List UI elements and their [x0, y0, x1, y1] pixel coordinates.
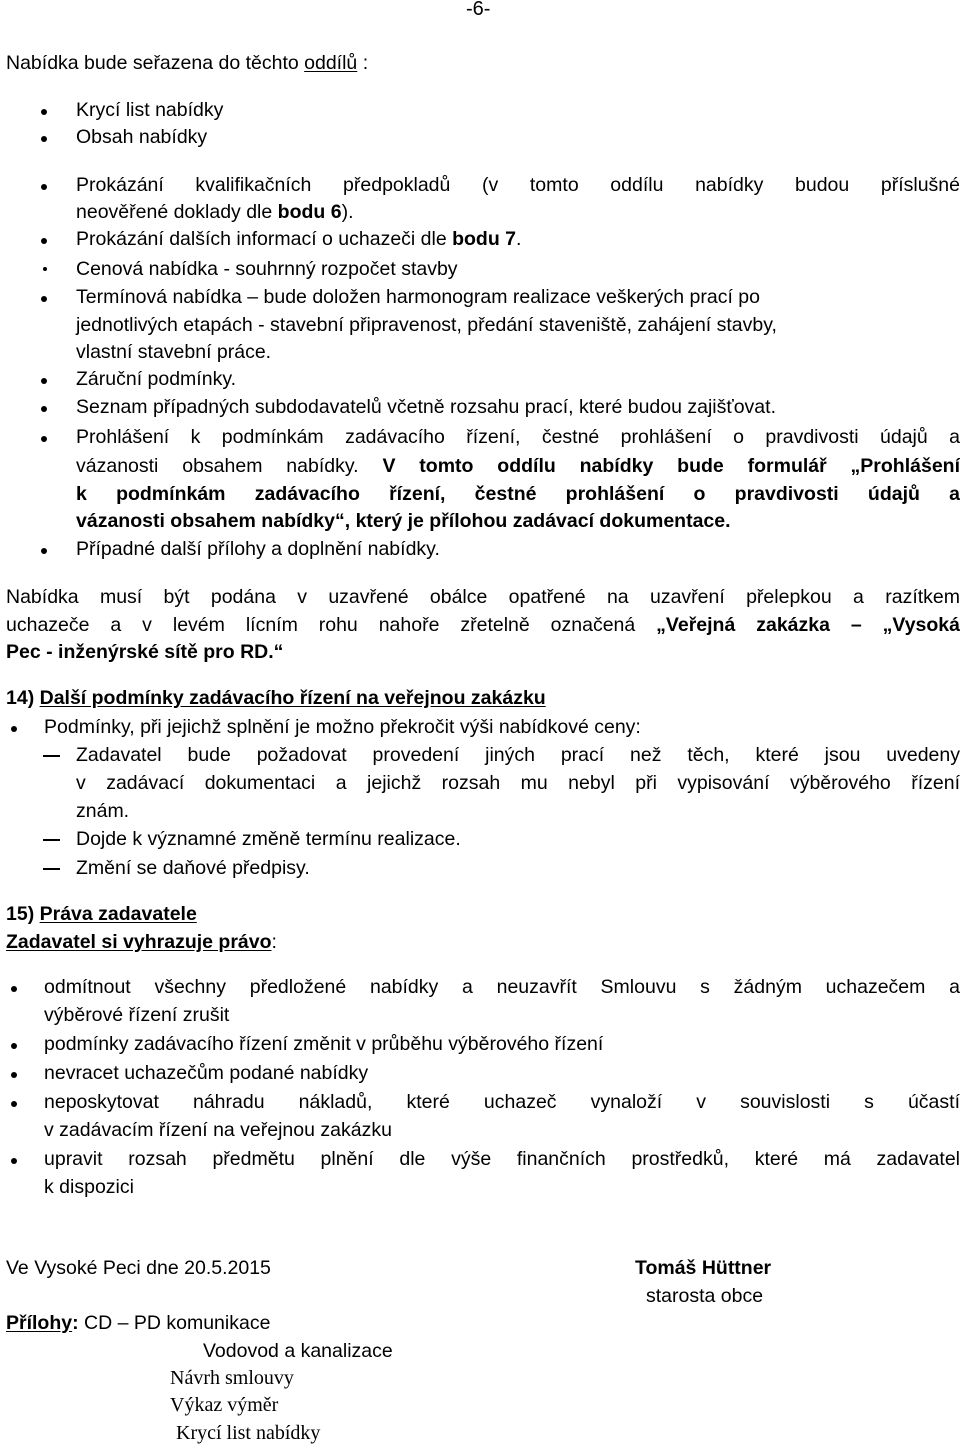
bullet [41, 296, 47, 302]
list-item-continuation: vázanosti obsahem nabídky“, který je přílohou zadávací dokumentace. [76, 510, 731, 532]
signer-role: starosta obce [646, 1285, 764, 1307]
list-item: Seznam případných subdodavatelů včetně rozsahu prací, které budou zajišťovat. [76, 396, 776, 418]
list-item-continuation: v zadávacím řízení na veřejnou zakázku [44, 1119, 392, 1141]
list-item: Prokázání kvalifikačních předpokladů (v tomto oddílu nabídky budou příslušné [76, 174, 960, 196]
list-item: Termínová nabídka – bude doložen harmonogram realizace veškerých prací po [76, 286, 760, 308]
attachment-item: Vodovod a kanalizace [203, 1340, 393, 1362]
bullet [41, 436, 47, 442]
paragraph-line: Nabídka musí být podána v uzavřené obálce opatřené na uzavření přelepkou a razítkem [6, 586, 960, 608]
list-item: Dojde k významné změně termínu realizace. [76, 828, 461, 850]
list-item-continuation: k dispozici [44, 1176, 134, 1198]
attachment-item: Výkaz výměr [170, 1394, 279, 1416]
place-and-date: Ve Vysoké Peci dne 20.5.2015 [6, 1257, 271, 1279]
list-item: Změní se daňové předpisy. [76, 857, 310, 879]
bullet [41, 406, 47, 412]
bullet [11, 1101, 17, 1107]
list-item: Obsah nabídky [76, 126, 208, 148]
list-item: upravit rozsah předmětu plnění dle výše finančních prostředků, které má zadavatel [44, 1148, 960, 1170]
list-item-continuation: k podmínkám zadávacího řízení, čestné prohlášení o pravdivosti údajů a [76, 483, 960, 505]
list-item-continuation: výběrové řízení zrušit [44, 1004, 230, 1026]
list-item: odmítnout všechny předložené nabídky a neuzavřít Smlouvu s žádným uchazečem a [44, 976, 960, 998]
sections-intro: Nabídka bude seřazena do těchto oddílů : [6, 52, 369, 74]
paragraph-line: Pec - inženýrské sítě pro RD.“ [6, 641, 284, 663]
dash-marker [43, 868, 60, 870]
list-item-continuation: neověřené doklady dle bodu 6). [76, 201, 354, 223]
list-item: neposkytovat náhradu nákladů, které uchazeč vynaloží v souvislosti s účastí [44, 1091, 960, 1113]
list-item: Záruční podmínky. [76, 368, 237, 390]
list-item-continuation: znám. [76, 800, 130, 822]
list-item: Cenová nabídka - souhrnný rozpočet stavby [76, 258, 458, 280]
list-item: Krycí list nabídky [76, 99, 224, 121]
bullet [11, 726, 17, 732]
list-item: Případné další přílohy a doplnění nabídky. [76, 538, 440, 560]
bullet [11, 1043, 17, 1049]
bullet [41, 238, 47, 244]
section-15-heading: 15) Práva zadavatele [6, 903, 197, 925]
list-item-continuation: jednotlivých etapách - stavební připravenost, předání staveniště, zahájení stavby, [76, 314, 777, 336]
list-item-continuation: v zadávací dokumentaci a jejichž rozsah mu nebyl při vypisování výběrového řízení [76, 772, 960, 794]
list-item: Prohlášení k podmínkám zadávacího řízení, čestné prohlášení o pravdivosti údajů a [76, 426, 960, 448]
bullet [11, 1072, 17, 1078]
signer-name: Tomáš Hüttner [635, 1257, 772, 1279]
attachment-item: Krycí list nabídky [176, 1422, 321, 1444]
bullet [11, 986, 17, 992]
bullet [43, 267, 47, 271]
dash-marker [43, 755, 60, 757]
bullet [41, 548, 47, 554]
list-item-continuation: vlastní stavební práce. [76, 341, 272, 363]
bullet [41, 136, 47, 142]
list-item: Podmínky, při jejichž splnění je možno překročit výši nabídkové ceny: [44, 716, 641, 738]
section-14-heading: 14) Další podmínky zadávacího řízení na veřejnou zakázku [6, 687, 546, 709]
bullet [11, 1158, 17, 1164]
paragraph-line: uchazeče a v levém lícním rohu nahoře zřetelně označená „Veřejná zakázka – „Vysoká [6, 614, 960, 636]
bullet [41, 378, 47, 384]
list-item-continuation: vázanosti obsahem nabídky. V tomto oddílu nabídky bude formulář „Prohlášení [76, 455, 960, 477]
section-15-subheading: Zadavatel si vyhrazuje právo: [6, 931, 277, 953]
attachments-line: Přílohy: CD – PD komunikace [6, 1312, 271, 1334]
bullet [41, 109, 47, 115]
dash-marker [43, 839, 60, 841]
list-item: Prokázání dalších informací o uchazeči dle bodu 7. [76, 228, 522, 250]
attachment-item: Návrh smlouvy [170, 1367, 294, 1389]
list-item: Zadavatel bude požadovat provedení jiných prací než těch, které jsou uvedeny [76, 744, 960, 766]
list-item: podmínky zadávacího řízení změnit v průběhu výběrového řízení [44, 1033, 604, 1055]
bullet [41, 184, 47, 190]
page-number: -6- [466, 0, 491, 20]
list-item: nevracet uchazečům podané nabídky [44, 1062, 369, 1084]
